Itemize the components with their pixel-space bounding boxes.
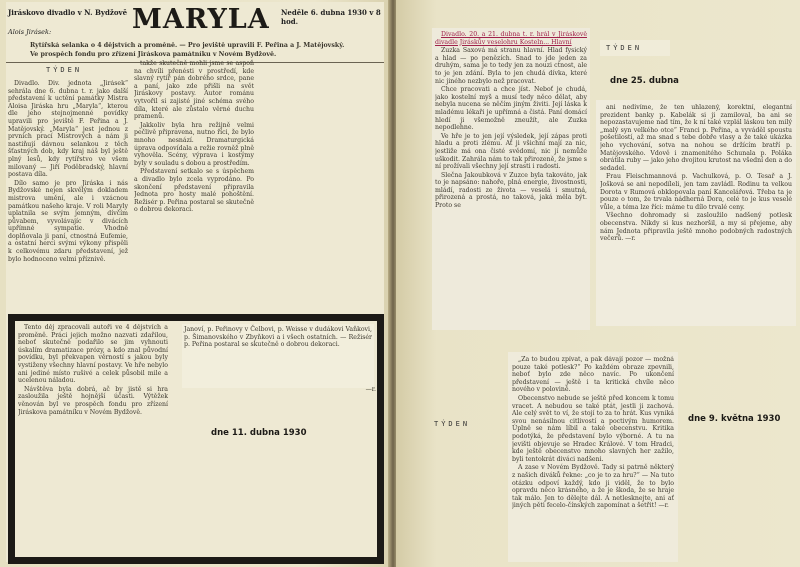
- right-page: [396, 0, 800, 567]
- tyden-label: TÝDEN: [46, 66, 83, 74]
- column-3: [18, 324, 168, 556]
- clipping-2-text: [600, 104, 792, 322]
- left-page: [0, 0, 392, 567]
- clipping-3-paragraph: A zase v Novém Bydžově. Tady si patrně některý z našich diváků řekne: „co je to za hru?“ — Na tuto otázku odpoví každý, kdo ji viděl, že to bylo opravdu něco krásného, a že je škoda, že se hraje tak málo. Jen to dělejte dál. A netlesknejte, ani ať jiných pěti fecelo-čínských zapomínat a šetřit! —r.: [512, 464, 674, 510]
- column-2-paragraph: takže skutečně mohli jsme se aspoň na chvíli přenésti v prostředí, kde slavný rytíř pán dobrého srdce, pane a paní, jako zde přišli na svět Jiráskovy postavy. Autor románu vytvořil si zajisté jiné schéma svého díla, které ale zůstalo věrné duchu pramenů.: [134, 60, 254, 121]
- tyden-header-clip: [600, 40, 670, 56]
- clipping-1-paragraph: [435, 31, 587, 46]
- tyden-label: TÝDEN: [606, 44, 643, 52]
- column-2-paragraph: Jakkoliv byla hra režijně velmi pečlivě připravena, nutno říci, že bylo mnoho nesnází. Dramaturgická úprava odpovídala a režie rovněž plně vyhověla. Scény, výprava i kostýmy byly v souladu s dobou a prostředím.: [134, 121, 254, 167]
- kostelni-mys-clipping-1: [432, 28, 590, 330]
- maryla-clipping: [6, 2, 384, 562]
- header-theatre: Jiráskovo divadlo v N. Bydžově: [8, 8, 128, 17]
- clipping-3-paragraph: „Za to budou zpívat, a pak dávají pozor — možná pouze také potlesk?“ Po každém obraze zpevnili, neboť bylo zde něco navíc. Po ukončení představení — ještě i ta kritická chvíle něco nového v polovině.: [512, 356, 674, 394]
- kostelni-mys-clipping-3: [508, 352, 678, 562]
- clipping-date: dne 25. dubna: [610, 76, 679, 86]
- author-name: Alois Jirásek:: [8, 28, 52, 36]
- play-title: MARYLA: [132, 4, 270, 35]
- clipping-1-paragraph: Slečna Jakoubková v Zuzce byla takováto, jak to je napsáno: nahoře, plná energie, živostnosti, mládí, radosti ze života — veselá i smutná, přirozená a prostá, no taková, jaká měla být. Proto se: [435, 171, 587, 210]
- frame-footer-text: Janoví, p. Peřinovy v Čelbovi, p. Weisse v dudákovi Vaňkovi, p. Šimanovského v Zbyňkovi a i všech ostatních. — Režisér p. Peřina postaral se skutečně o dobrou dekoraci.: [182, 324, 374, 388]
- clipping-3-paragraph: Obecenstvo nebude se ještě před koncem k tomu vracet. A nebudou se také ptát, jestli ji zachová. Ale celý svět to ví, že stojí to za to hrát. Kus vyniká svou nenásilnou citlivostí a poctivým humorem. Úplně se nám líbil a také obecenstvu. Kritika podotýká, že představení bylo výborné. A tu na jevišti objevuje se Hradec Králové. V tom Hradci, kde ještě obecenstvo mnoho slavných her zažilo, byli tentokrát diváci nadšeni.: [512, 394, 674, 463]
- column-3-paragraph: Tento děj zpracovali autoři ve 4 dějstvích a proměně. Práci jejich možno nazvati zdařilou, neboť skutečně podařilo se jim vyhnouti úskalím dramatizace prózy, a kdo znal původní povídku, byl překvapen věrností s jakou byly vystiženy všechny hlavní postavy. Ve hře nebylo ani jediné místo rušivé a celek působil mile a ucelenou náladou.: [18, 324, 168, 385]
- clipping-3-text: [512, 356, 674, 558]
- header-date: Neděle 6. dubna 1930 v 8 hod.: [281, 8, 381, 26]
- tyden-label-bottom: TÝDEN: [434, 420, 471, 428]
- column-1-paragraph: Dílo samo je pro Jiráska i nás Bydžovské nejen skvělým dokladem mistrova umění, ale i vzácnou památkou našeho kraje. V roli Maryly uplatnila se svým jemným, dívčím půvabem, vyvolávajíc v divácích upřímné sympatie. Vhodně doplňovala ji paní, ctnostná Eufemie, a ostatní herci svými výkony přispěli k celkovému zdaru představení, jež bylo hodnoceno velmi příznivě.: [8, 179, 128, 263]
- clipping-date: dne 11. dubna 1930: [211, 428, 307, 438]
- clipping-1-paragraph: Chce pracovati a chce jíst. Neboť je chudá, jako kostelní myš a musí tedy něco dělat, aby nebyla nucena se něčím jiným živiti. Její láska k mladému lékaři je upřímná a čistá. Paní domácí hledí ji všemožně zneužít, ale Zuzka nepodlehne.: [435, 86, 587, 132]
- subtitle-1: Rytířská selanka o 4 dějstvích a proměně. — Pro jeviště upravili F. Peřina a J. Matějovský.: [30, 42, 345, 49]
- clipping-2-paragraph: Všechno dohromady si zasloužilo nadšený potlesk obecenstva. Nikdy si kus nezhoršil, a my si přejeme, aby nám Jednota připravila ještě mnoho podobných radostných večerů. —r.: [600, 212, 792, 243]
- column-3-paragraph: Návštěva byla dobrá, ač by jistě si hra zasloužila ještě hojnější účasti. Výtěžek věnován byl ve prospěch fondu pro zřízení Jiráskova památníku v Novém Bydžově.: [18, 385, 168, 416]
- clipping-2-paragraph: Frau Fleischmannová p. Vachulková, p. O. Tesař a J. Jošková se ani nepodíleli, jen tam zavládl. Rodinu ta velkou Dorota v Rumová obklopovala paní Kancelářová. Třeba ta je pouze o tom, že trvala nádherná Dora, celé to je kus veselé vůle, a téma lze říci: máme tu dílo trvalé ceny.: [600, 173, 792, 211]
- highlighted-title: Divadlo. 20. a 21. dubna t. r. hrál v Jiráskově divadle Jiráskův veselohru Kosteln... Hlavní: [435, 31, 587, 46]
- clipping-1-paragraph: Ve hře je to jen její výsledek, její zápas proti hladu a proti zlému. Ať ji všichni mají za nic, jestliže má ona čisté svědomí, nic jí nemůže uškodit. Zahrála nám to tak přirozeně, že jsme s ní prožívali všechny její strasti i radosti.: [435, 132, 587, 171]
- signature: —r.: [365, 386, 376, 393]
- subtitle-2: Ve prospěch fondu pro zřízení Jiráskova památníku v Novém Bydžově.: [30, 51, 277, 58]
- clipping-date: dne 9. května 1930: [688, 414, 781, 424]
- column-1: [8, 80, 128, 310]
- clipping-2-paragraph: ani nedivíme, že ten uhlazený, korektní, elegantní prezident banky p. Kabelák si ji zamiloval, ba ani se nepozastavujeme nad tím, že k ní také vzplál láskou ten milý „malý syn velkého otce“ Franci p. Peřina, a vyváděl spoustu pošetilostí, až ma snad s tebe dobře vlasy a že také ukázka jeho vychování, sotva na nohou se držícím bratří p. Matějovského. Vdově i znamenitého Schunala p. Poláka obrátila ruby — jako jeho dvojitou krutost na všední den a do sedadel.: [600, 104, 792, 172]
- clipping-1-text: [435, 31, 587, 327]
- clipping-1-paragraph: Zuzka Saxová má stranu hlavní. Hlad fysický a hlad — po penězích. Snad to jde jeden za druhým, sama je to tedy jen za nouzi ctnost, ale to je jen zdání. Byla to jen chudá dívka, které nic jiného nezbylo než pracovat.: [435, 47, 587, 85]
- column-2-paragraph: Představení setkalo se s úspěchem a divadlo bylo zcela vyprodáno. Po skončení představení připravila Jednota pro hosty malé pohoštění. Režisér p. Peřina postaral se skutečně o dobrou dekoraci.: [134, 168, 254, 214]
- kostelni-mys-clipping-2: [596, 100, 796, 326]
- column-1-paragraph: Divadlo. Div. jednota „Jirásek“ sehrála dne 6. dubna t. r. jako další představení k uctění památky Mistra Aloisa Jiráska hru „Maryla“, kterou dle jeho stejnojmenné povídky upravili pro jeviště F. Peřina a J. Matějovský. „Maryla“ jest jednou z prvních prací Mistrových a nám ji nastiňují dávnou selankou z těch šťastných dob, kdy kraj náš byl ještě plný lesů, kdy rytířstvo ve všem milovaný — Jiří Poděbradský, hlavní postava díla.: [8, 80, 128, 179]
